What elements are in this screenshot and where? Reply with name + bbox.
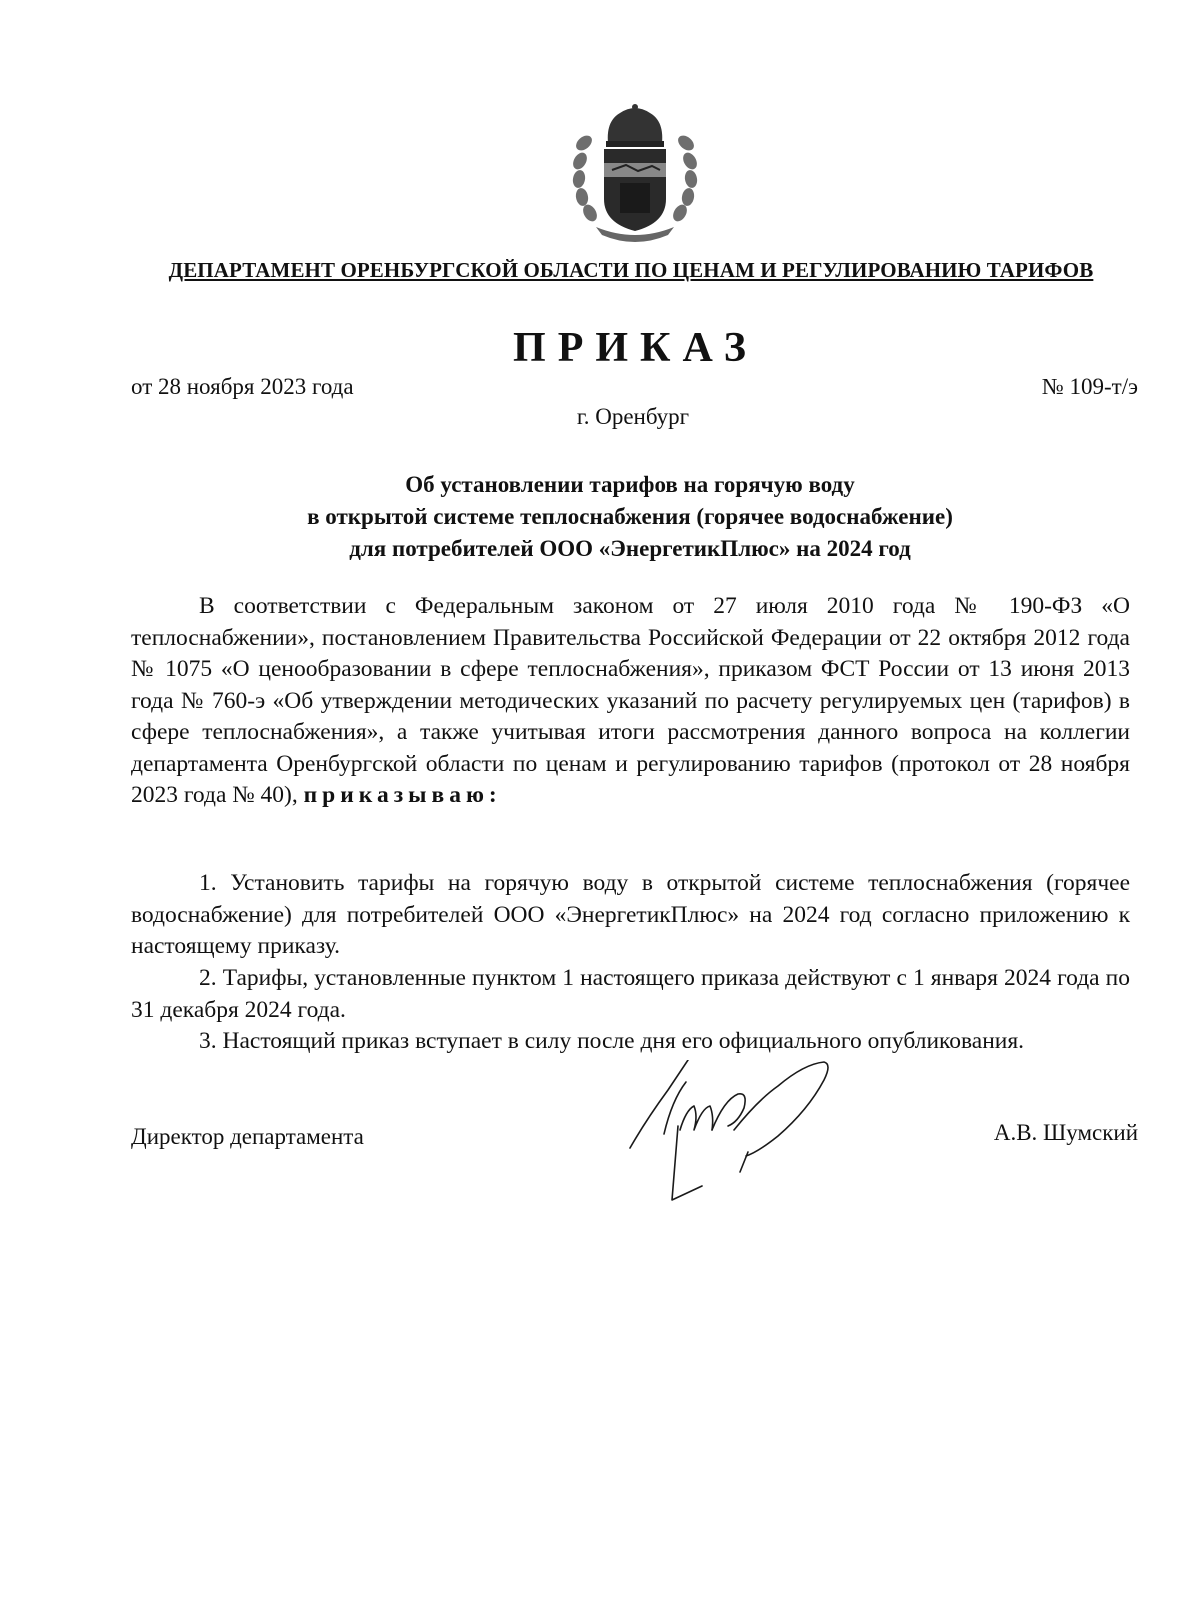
order-date: от 28 ноября 2023 года — [131, 374, 354, 399]
preamble-text: В соответствии с Федеральным законом от 27 июля 2010 года № 190-ФЗ «О теплоснабжении», постановлением Правительства Российской Федерации от 22 октября 2012 года № 1075 «О ценообразовании в сфере теплоснабжения», приказом ФСТ России от 13 июня 2013 года № 760-э «Об утверждении методических указаний по расчету регулируемых цен (тарифов) в сфере теплоснабжения», а также учитывая итоги рассмотрения данного вопроса на коллегии департамента Оренбургской области по ценам и регулированию тарифов (протокол от 28 ноября 2023 года № 40), — [131, 593, 1130, 808]
order-city: г. Оренбург — [576, 404, 690, 429]
subject-line-3: для потребителей ООО «ЭнергетикПлюс» на 2024 год — [349, 536, 911, 561]
department-name: ДЕПАРТАМЕНТ ОРЕНБУРГСКОЙ ОБЛАСТИ ПО ЦЕНАМ И РЕГУЛИРОВАНИЮ ТАРИФОВ — [168, 258, 1094, 282]
subject-line-1: Об установлении тарифов на горячую воду — [405, 472, 855, 497]
signatory-name: А.В. Шумский — [993, 1120, 1138, 1145]
signatory-position: Директор департамента — [131, 1124, 364, 1149]
order-item-3: 3. Настоящий приказ вступает в силу после дня его официального опубликования. — [199, 1028, 1025, 1054]
decree-word: приказываю: — [303, 782, 502, 808]
preamble-paragraph — [131, 591, 1130, 812]
order-subject — [130, 469, 1130, 565]
order-number: № 109-т/э — [1041, 374, 1138, 399]
coat-of-arms-icon — [568, 103, 702, 245]
order-item-1: 1. Установить тарифы на горячую воду в открытой системе теплоснабжения (горячее водоснабжение) для потребителей ООО «ЭнергетикПлюс» на 2024 год согласно приложению к настоящему приказу. — [131, 870, 1130, 959]
order-item-2: 2. Тарифы, установленные пунктом 1 настоящего приказа действуют с 1 января 2024 года по 31 декабря 2024 года. — [131, 965, 1130, 1023]
handwritten-signature — [628, 1060, 858, 1235]
subject-line-2: в открытой системе теплоснабжения (горячее водоснабжение) — [307, 504, 953, 529]
document-type-title: ПРИКАЗ — [513, 325, 758, 371]
